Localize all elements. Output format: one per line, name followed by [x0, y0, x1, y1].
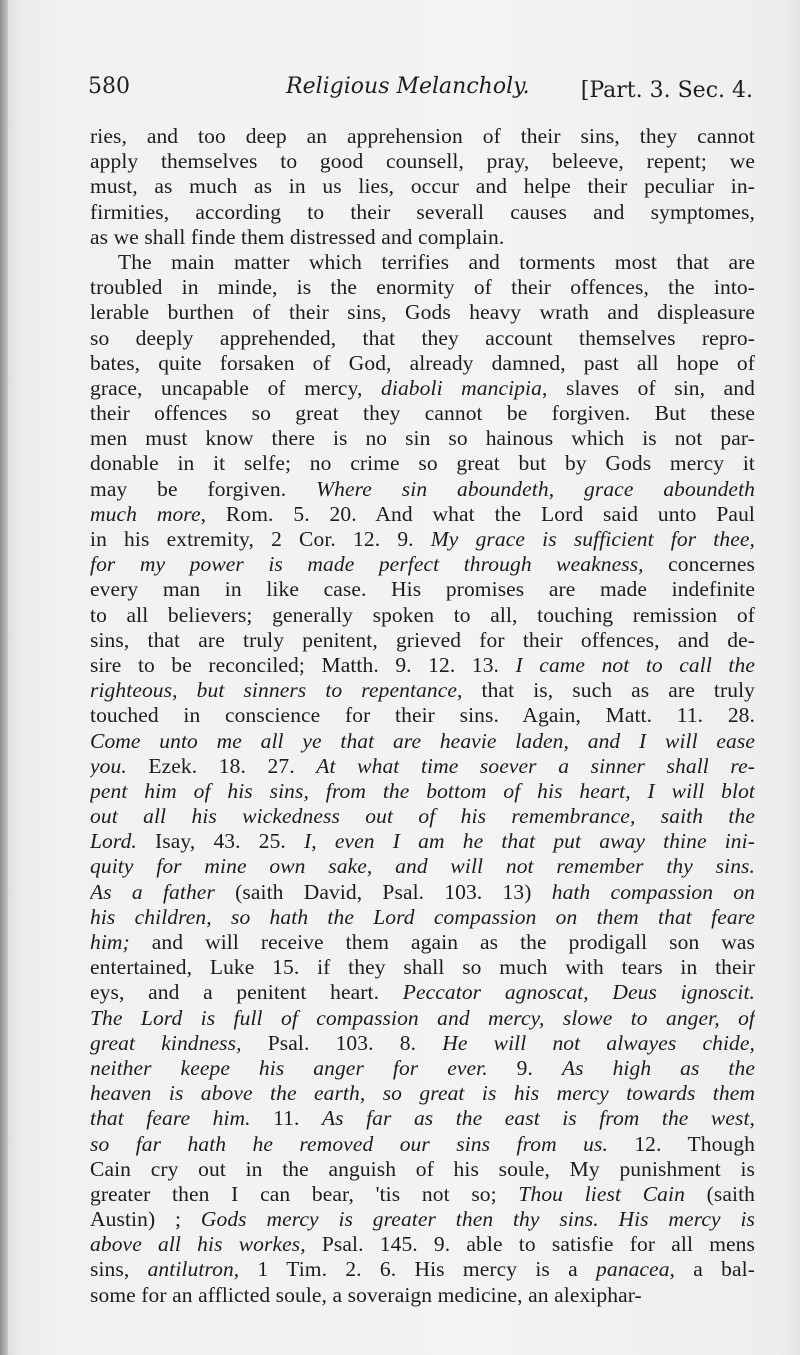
italic-text: great kindness, [90, 1030, 242, 1055]
italic-text: He will not alwayes chide, [442, 1030, 755, 1055]
italic-text: My grace is sufficient for thee, [430, 527, 755, 551]
roman-text: men must know there is no sin so hainous which is not par- [90, 426, 755, 451]
text-line [90, 779, 755, 804]
text-line [90, 1157, 755, 1182]
roman-text: entertained, Luke 15. if they shall so much with tears in their [90, 955, 755, 980]
text-line [90, 124, 755, 149]
italic-text: Come unto me all ye that are heavie laden, and I will ease [90, 728, 755, 753]
italic-text: As a father [90, 879, 215, 904]
roman-text: a bal- [675, 1257, 755, 1282]
roman-text: 12. Though [607, 1131, 755, 1156]
text-line [90, 829, 755, 854]
italic-text: Peccator agnoscat, Deus ignoscit. [402, 980, 755, 1005]
roman-text: touched in conscience for their sins. Again, Matt. 11. 28. [90, 703, 755, 728]
text-line [90, 502, 755, 527]
italic-text: so far hath he removed our sins from us. [90, 1131, 608, 1156]
italic-text: antilutron, [147, 1257, 240, 1282]
italic-text: pent him of his sins, from the bottom of his heart, I will blot [90, 778, 755, 803]
text-line [90, 275, 755, 300]
roman-text: Austin) ; [90, 1207, 201, 1232]
italic-text: panacea, [596, 1257, 676, 1282]
text-line [90, 451, 755, 476]
text-line [90, 1081, 755, 1106]
roman-text: in his extremity, 2 Cor. 12. 9. [90, 527, 431, 551]
roman-text: troubled in minde, is the enormity of their offences, the into- [90, 275, 755, 300]
roman-text: so deeply apprehended, that they account themselves repro- [90, 325, 755, 350]
text-line [90, 729, 755, 754]
text-line [90, 376, 755, 401]
italic-text: for my power is made perfect through weakness, [90, 552, 644, 577]
roman-text: every man in like case. His promises are made indefinite [90, 577, 755, 602]
text-line [90, 980, 755, 1005]
roman-text: (saith [684, 1181, 755, 1206]
text-line [90, 754, 755, 779]
roman-text: Isay, 43. 25. [136, 829, 305, 854]
roman-text: Psal. 103. 8. [241, 1030, 443, 1055]
italic-text: Lord. [90, 829, 137, 854]
italic-text: I came not to call the [515, 652, 755, 677]
roman-text: , Rom. 5. 20. And what the Lord said unto Paul [200, 501, 755, 526]
roman-text: lerable burthen of their sins, Gods heavy wrath and displeasure [90, 300, 755, 325]
roman-text: 1 Tim. 2. 6. His mercy is a [239, 1257, 597, 1282]
roman-text: bates, quite forsaken of God, already damned, past all hope of [90, 350, 755, 375]
roman-text: sire to be reconciled; Matth. 9. 12. 13. [90, 652, 516, 677]
roman-text: grace, uncapable of mercy, [90, 375, 382, 400]
text-line [90, 703, 755, 728]
roman-text: may be forgiven. [90, 476, 317, 501]
italic-text: you. [90, 753, 127, 778]
roman-text: greater then I can bear, 'tis not so; [90, 1181, 519, 1206]
text-line [90, 200, 755, 225]
roman-text: sins, [90, 1257, 148, 1282]
text-line [90, 653, 755, 678]
italic-text: As high as the [561, 1055, 755, 1080]
text-line [90, 552, 755, 577]
text-line [90, 577, 755, 602]
roman-text: firmities, according to their severall causes and symptomes, [90, 199, 755, 224]
text-line [90, 1182, 755, 1207]
italic-text: his children, so hath the Lord compassion on them that feare [90, 904, 755, 929]
text-line [90, 477, 755, 502]
roman-text: Cain cry out in the anguish of his soule, My punishment is [90, 1156, 755, 1181]
text-line [90, 955, 755, 980]
italic-text: hath compassion on [551, 879, 755, 904]
text-line [90, 250, 755, 275]
roman-text: 9. [487, 1055, 562, 1080]
text-line [90, 678, 755, 703]
text-line [90, 1006, 755, 1031]
roman-text: their offences so great they cannot be forgiven. But these [90, 401, 755, 426]
italic-text: I, even I am he that put away thine ini- [304, 829, 755, 854]
text-line [90, 628, 755, 653]
text-line [90, 804, 755, 829]
text-line [90, 854, 755, 879]
italic-text: As far as the east is from the west, [321, 1106, 755, 1131]
section-reference: [Part. 3. Sec. 4. [580, 78, 753, 103]
roman-text: (saith David, Psal. 103. 13) [214, 879, 552, 904]
text-line [90, 326, 755, 351]
body-text [90, 124, 755, 1308]
roman-text: Psal. 145. 9. able to satisfie for all mens [305, 1232, 755, 1257]
italic-text: him; [90, 930, 130, 954]
text-line [90, 149, 755, 174]
roman-text: apply themselves to good counsell, pray, beleeve, repent; we [90, 149, 755, 174]
text-line [90, 1207, 755, 1232]
italic-text: much more [90, 501, 201, 526]
text-line [90, 1056, 755, 1081]
italic-text: heaven is above the earth, so great is his mercy towards them [90, 1081, 755, 1106]
roman-text: donable in it selfe; no crime so great but by Gods mercy it [90, 451, 755, 476]
text-line [90, 174, 755, 199]
text-line [90, 401, 755, 426]
text-line [90, 527, 755, 552]
text-line [90, 426, 755, 451]
text-line [90, 930, 755, 955]
italic-text: quity for mine own sake, and will not remember thy sins. [90, 854, 755, 879]
roman-text: Ezek. 18. 27. [126, 753, 317, 778]
roman-text: , slaves of sin, and [541, 375, 755, 400]
roman-text: some for an afflicted soule, a soveraign medicine, an alexiphar- [90, 1282, 642, 1307]
italic-text: above all his workes, [90, 1232, 306, 1257]
text-line [90, 351, 755, 376]
text-line [90, 905, 755, 930]
roman-text: eys, and a penitent heart. [90, 980, 403, 1005]
roman-text: and will receive them again as the prodigall son was [129, 930, 755, 954]
roman-text: , that is, such as are truly [457, 678, 755, 703]
text-line [90, 225, 755, 250]
text-line [90, 300, 755, 325]
running-title: Religious Melancholy. [286, 74, 530, 99]
roman-text: sins, that are truly penitent, grieved for their offences, and de- [90, 627, 755, 652]
italic-text: Where sin aboundeth, grace aboundeth [316, 476, 755, 501]
roman-text: as we shall finde them distressed and complain. [90, 224, 505, 249]
italic-text: Thou liest Cain [518, 1181, 685, 1206]
italic-text: Gods mercy is greater then thy sins. His mercy is [200, 1207, 755, 1232]
text-line [90, 880, 755, 905]
text-line [90, 1132, 755, 1157]
text-line [90, 1106, 755, 1131]
roman-text: concernes [643, 552, 755, 577]
text-line [90, 1283, 755, 1308]
text-line [90, 1257, 755, 1282]
italic-text: righteous, but sinners to repentance [90, 678, 458, 703]
roman-text: to all believers; generally spoken to all, touching remission of [90, 602, 755, 627]
text-line [90, 1232, 755, 1257]
italic-text: The Lord is full of compassion and mercy, slowe to anger, of [90, 1005, 755, 1030]
italic-text: At what time soever a sinner shall re- [316, 753, 755, 778]
italic-text: that feare him. [90, 1106, 251, 1131]
italic-text: out all his wickedness out of his remembrance, saith the [90, 804, 755, 829]
roman-text: The main matter which terrifies and torments most that are [118, 249, 755, 274]
roman-text: 11. [250, 1106, 322, 1131]
text-line [90, 1031, 755, 1056]
italic-text: diaboli mancipia [381, 375, 542, 400]
text-line [90, 603, 755, 628]
running-head [88, 68, 753, 108]
roman-text: ries, and too deep an apprehension of their sins, they cannot [90, 124, 755, 148]
roman-text: must, as much as in us lies, occur and helpe their peculiar in- [90, 174, 755, 199]
page-number: 580 [88, 74, 130, 99]
italic-text: neither keepe his anger for ever. [90, 1055, 488, 1080]
